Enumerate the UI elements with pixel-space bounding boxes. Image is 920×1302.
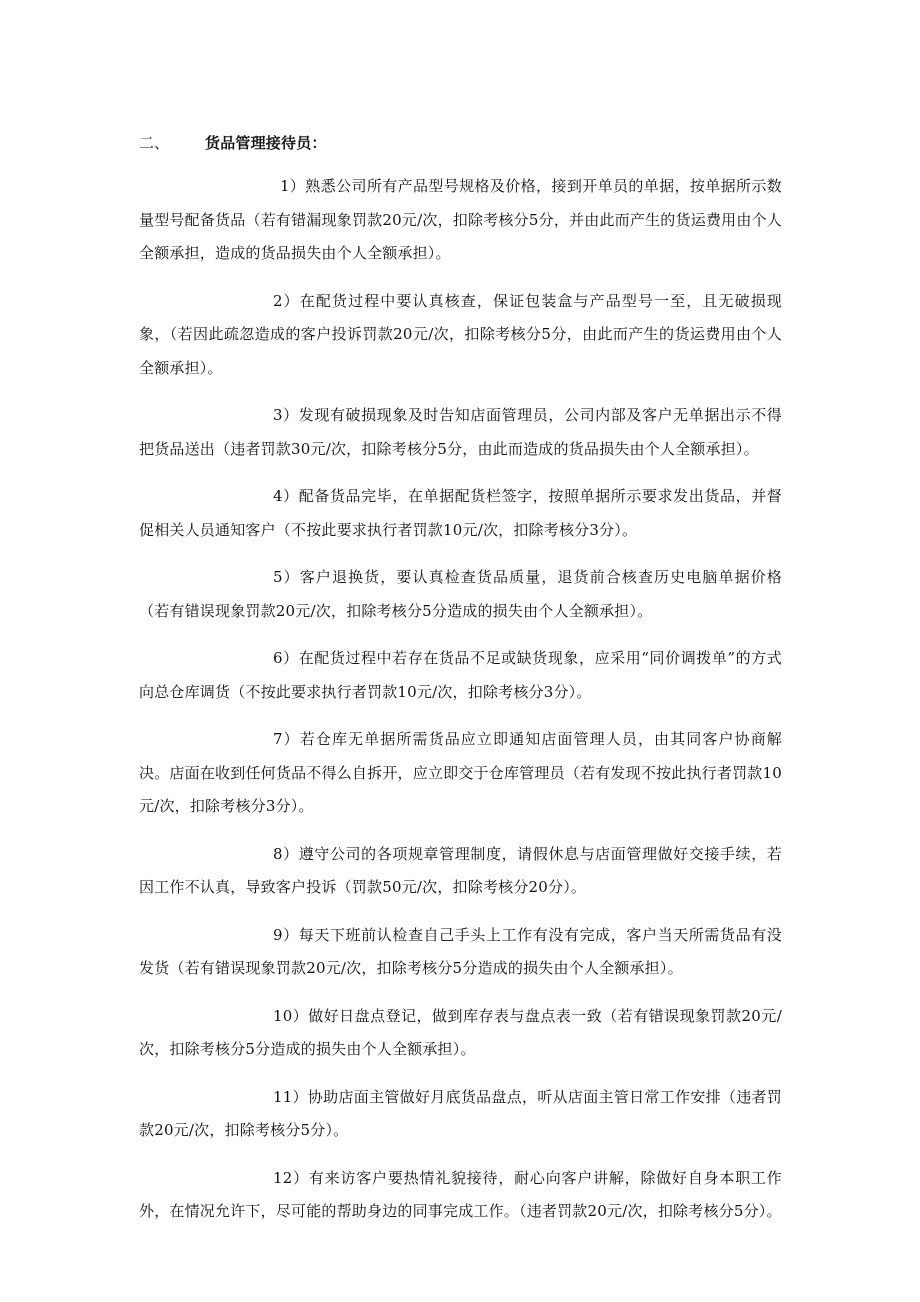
clause-7: 7）若仓库无单据所需货品应立即通知店面管理人员，由其同客户协商解决。店面在收到任何货品不得么自拆开，应立即交于仓库管理员（若有发现不按此执行者罚款10元/次，扣除考核分3分）。 <box>139 730 782 815</box>
section-number: 二、 <box>139 134 170 152</box>
clause-11: 11）协助店面主管做好月底货品盘点，听从店面主管日常工作安排（违者罚款20元/次，扣除考核分5分）。 <box>139 1087 782 1139</box>
clause-5: 5）客户退换货，要认真检查货品质量，退货前合核查历史电脑单据价格（若有错误现象罚款20元/次，扣除考核分5分造成的损失由个人全额承担）。 <box>139 568 782 620</box>
clause-6: 6）在配货过程中若存在货品不足或缺货现象，应采用“同价调拨单”的方式向总仓库调货（不按此要求执行者罚款10元/次，扣除考核分3分）。 <box>139 649 782 701</box>
clause-9: 9）每天下班前认检查自己手头上工作有没有完成，客户当天所需货品有没发货（若有错误现象罚款20元/次，扣除考核分5分造成的损失由个人全额承担）。 <box>139 925 782 977</box>
section-heading <box>139 128 782 158</box>
clause-4: 4）配备货品完毕，在单据配货栏签字，按照单据所示要求发出货品，并督促相关人员通知客户（不按此要求执行者罚款10元/次，扣除考核分3分）。 <box>139 487 782 539</box>
clause-2: 2）在配货过程中要认真核查，保证包装盒与产品型号一至，且无破损现象，（若因此疏忽造成的客户投诉罚款20元/次，扣除考核分5分，由此而产生的货运费用由个人全额承担）。 <box>139 291 782 377</box>
section-title: 货品管理接待员： <box>205 134 327 152</box>
clause-8: 8）遵守公司的各项规章管理制度，请假休息与店面管理做好交接手续，若因工作不认真，导致客户投诉（罚款50元/次，扣除考核分20分）。 <box>139 844 782 896</box>
document-content <box>139 128 782 1243</box>
clause-12: 12）有来访客户要热情礼貌接待，耐心向客户讲解，除做好自身本职工作外，在情况允许下，尽可能的帮助身边的同事完成工作。（违者罚款20元/次，扣除考核分5分）。 <box>139 1168 782 1220</box>
clause-10: 10）做好日盘点登记，做到库存表与盘点表一致（若有错误现象罚款20元/次，扣除考核分5分造成的损失由个人全额承担）。 <box>139 1006 782 1058</box>
clause-3: 3）发现有破损现象及时告知店面管理员，公司内部及客户无单据出示不得把货品送出（违者罚款30元/次，扣除考核分5分，由此而造成的货品损失由个人全额承担）。 <box>139 406 782 458</box>
clause-list <box>139 170 782 1229</box>
clause-1: 1）熟悉公司所有产品型号规格及价格，接到开单员的单据，按单据所示数量型号配备货品（若有错漏现象罚款20元/次，扣除考核分5分，并由此而产生的货运费用由个人全额承担，造成的货品损失由个人全额承担）。 <box>139 177 782 262</box>
